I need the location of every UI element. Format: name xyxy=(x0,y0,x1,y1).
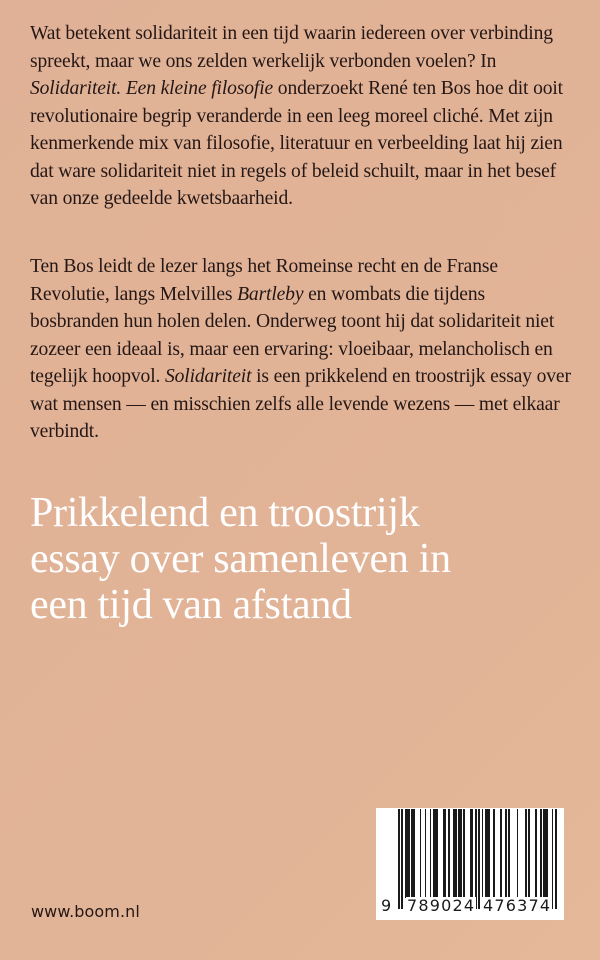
barcode-bar xyxy=(508,809,510,898)
barcode-bar xyxy=(405,809,410,898)
barcode-bar xyxy=(535,809,537,898)
tagline-line: essay over samenleven in xyxy=(30,536,451,582)
barcode-bar xyxy=(475,809,477,909)
barcode-bar xyxy=(543,809,548,898)
blurb-text: Wat betekent solidariteit in een tijd waarin iedereen over verbinding spreekt, maar we ons zelden werkelijk verbonden voelen? In xyxy=(30,23,553,72)
barcode-bar xyxy=(555,809,557,909)
barcode-digits-right: 476374 xyxy=(483,896,552,915)
tagline xyxy=(30,490,590,628)
barcode-bar xyxy=(505,809,507,898)
blurb-text: is een prikkelend en troostrijk essay over wat mensen — en misschien zelfs alle levende wezens — met elkaar verbindt. xyxy=(30,366,571,442)
barcode-digits-left: 789024 xyxy=(407,896,476,915)
barcode-bars xyxy=(398,809,557,909)
book-title-italic: Solidariteit xyxy=(164,366,252,387)
barcode-bar xyxy=(540,809,542,898)
barcode-bar xyxy=(458,809,461,898)
blurb-paragraph-2 xyxy=(30,253,578,446)
tagline-line: Prikkelend en troostrijk xyxy=(30,490,420,536)
barcode-bar xyxy=(411,809,414,898)
barcode-bar xyxy=(443,809,446,898)
blurb-paragraph-1 xyxy=(30,20,578,213)
barcode-bar xyxy=(463,809,465,898)
barcode-bar xyxy=(500,809,502,898)
blurb-text: Ten Bos leidt de lezer langs het Romeinse recht en de Franse Revolutie, langs Melvilles xyxy=(30,256,498,305)
barcode-bar xyxy=(448,809,450,898)
barcode-bar xyxy=(425,809,427,898)
barcode-digit-first: 9 xyxy=(381,896,393,915)
tagline-line: een tijd van afstand xyxy=(30,582,352,628)
blurb-text: en wombats die tijdens bosbranden hun holen delen. Onderweg toont hij dat solidariteit niet zozeer een ideaal is, maar een ervaring: vloeibaar, melancholisch en tegelijk hoopvol. xyxy=(30,283,555,387)
barcode-bar xyxy=(453,809,456,898)
barcode-bar xyxy=(552,809,554,909)
barcode-bar xyxy=(482,809,484,898)
barcode-bar xyxy=(528,809,530,898)
barcode-bar xyxy=(433,809,438,898)
blurb-text: onderzoekt René ten Bos hoe dit ooit revolutionaire begrip veranderde in een leeg moreel cliché. Met zijn kenmerkende mix van filosofie, literatuur en verbeelding laat hij zien dat ware solidariteit niet in regels of beleid schuilt, maar in het besef van onze gedeelde kwetsbaarheid. xyxy=(30,78,563,209)
barcode-bar xyxy=(485,809,490,898)
bartleby-italic: Bartleby xyxy=(237,283,304,305)
barcode-bar xyxy=(401,809,403,909)
barcode-bar xyxy=(525,809,527,898)
barcode-bar xyxy=(470,809,473,898)
barcode-bar xyxy=(493,809,495,898)
barcode-bar xyxy=(398,809,400,909)
publisher-website: www.boom.nl xyxy=(31,902,140,921)
barcode-bar xyxy=(420,809,422,898)
barcode-bar xyxy=(517,809,519,898)
barcode-bar xyxy=(478,809,480,909)
isbn-barcode xyxy=(376,808,564,920)
barcode-bar xyxy=(430,809,432,898)
book-title-italic: Solidariteit. Een kleine filosofie xyxy=(30,78,274,99)
